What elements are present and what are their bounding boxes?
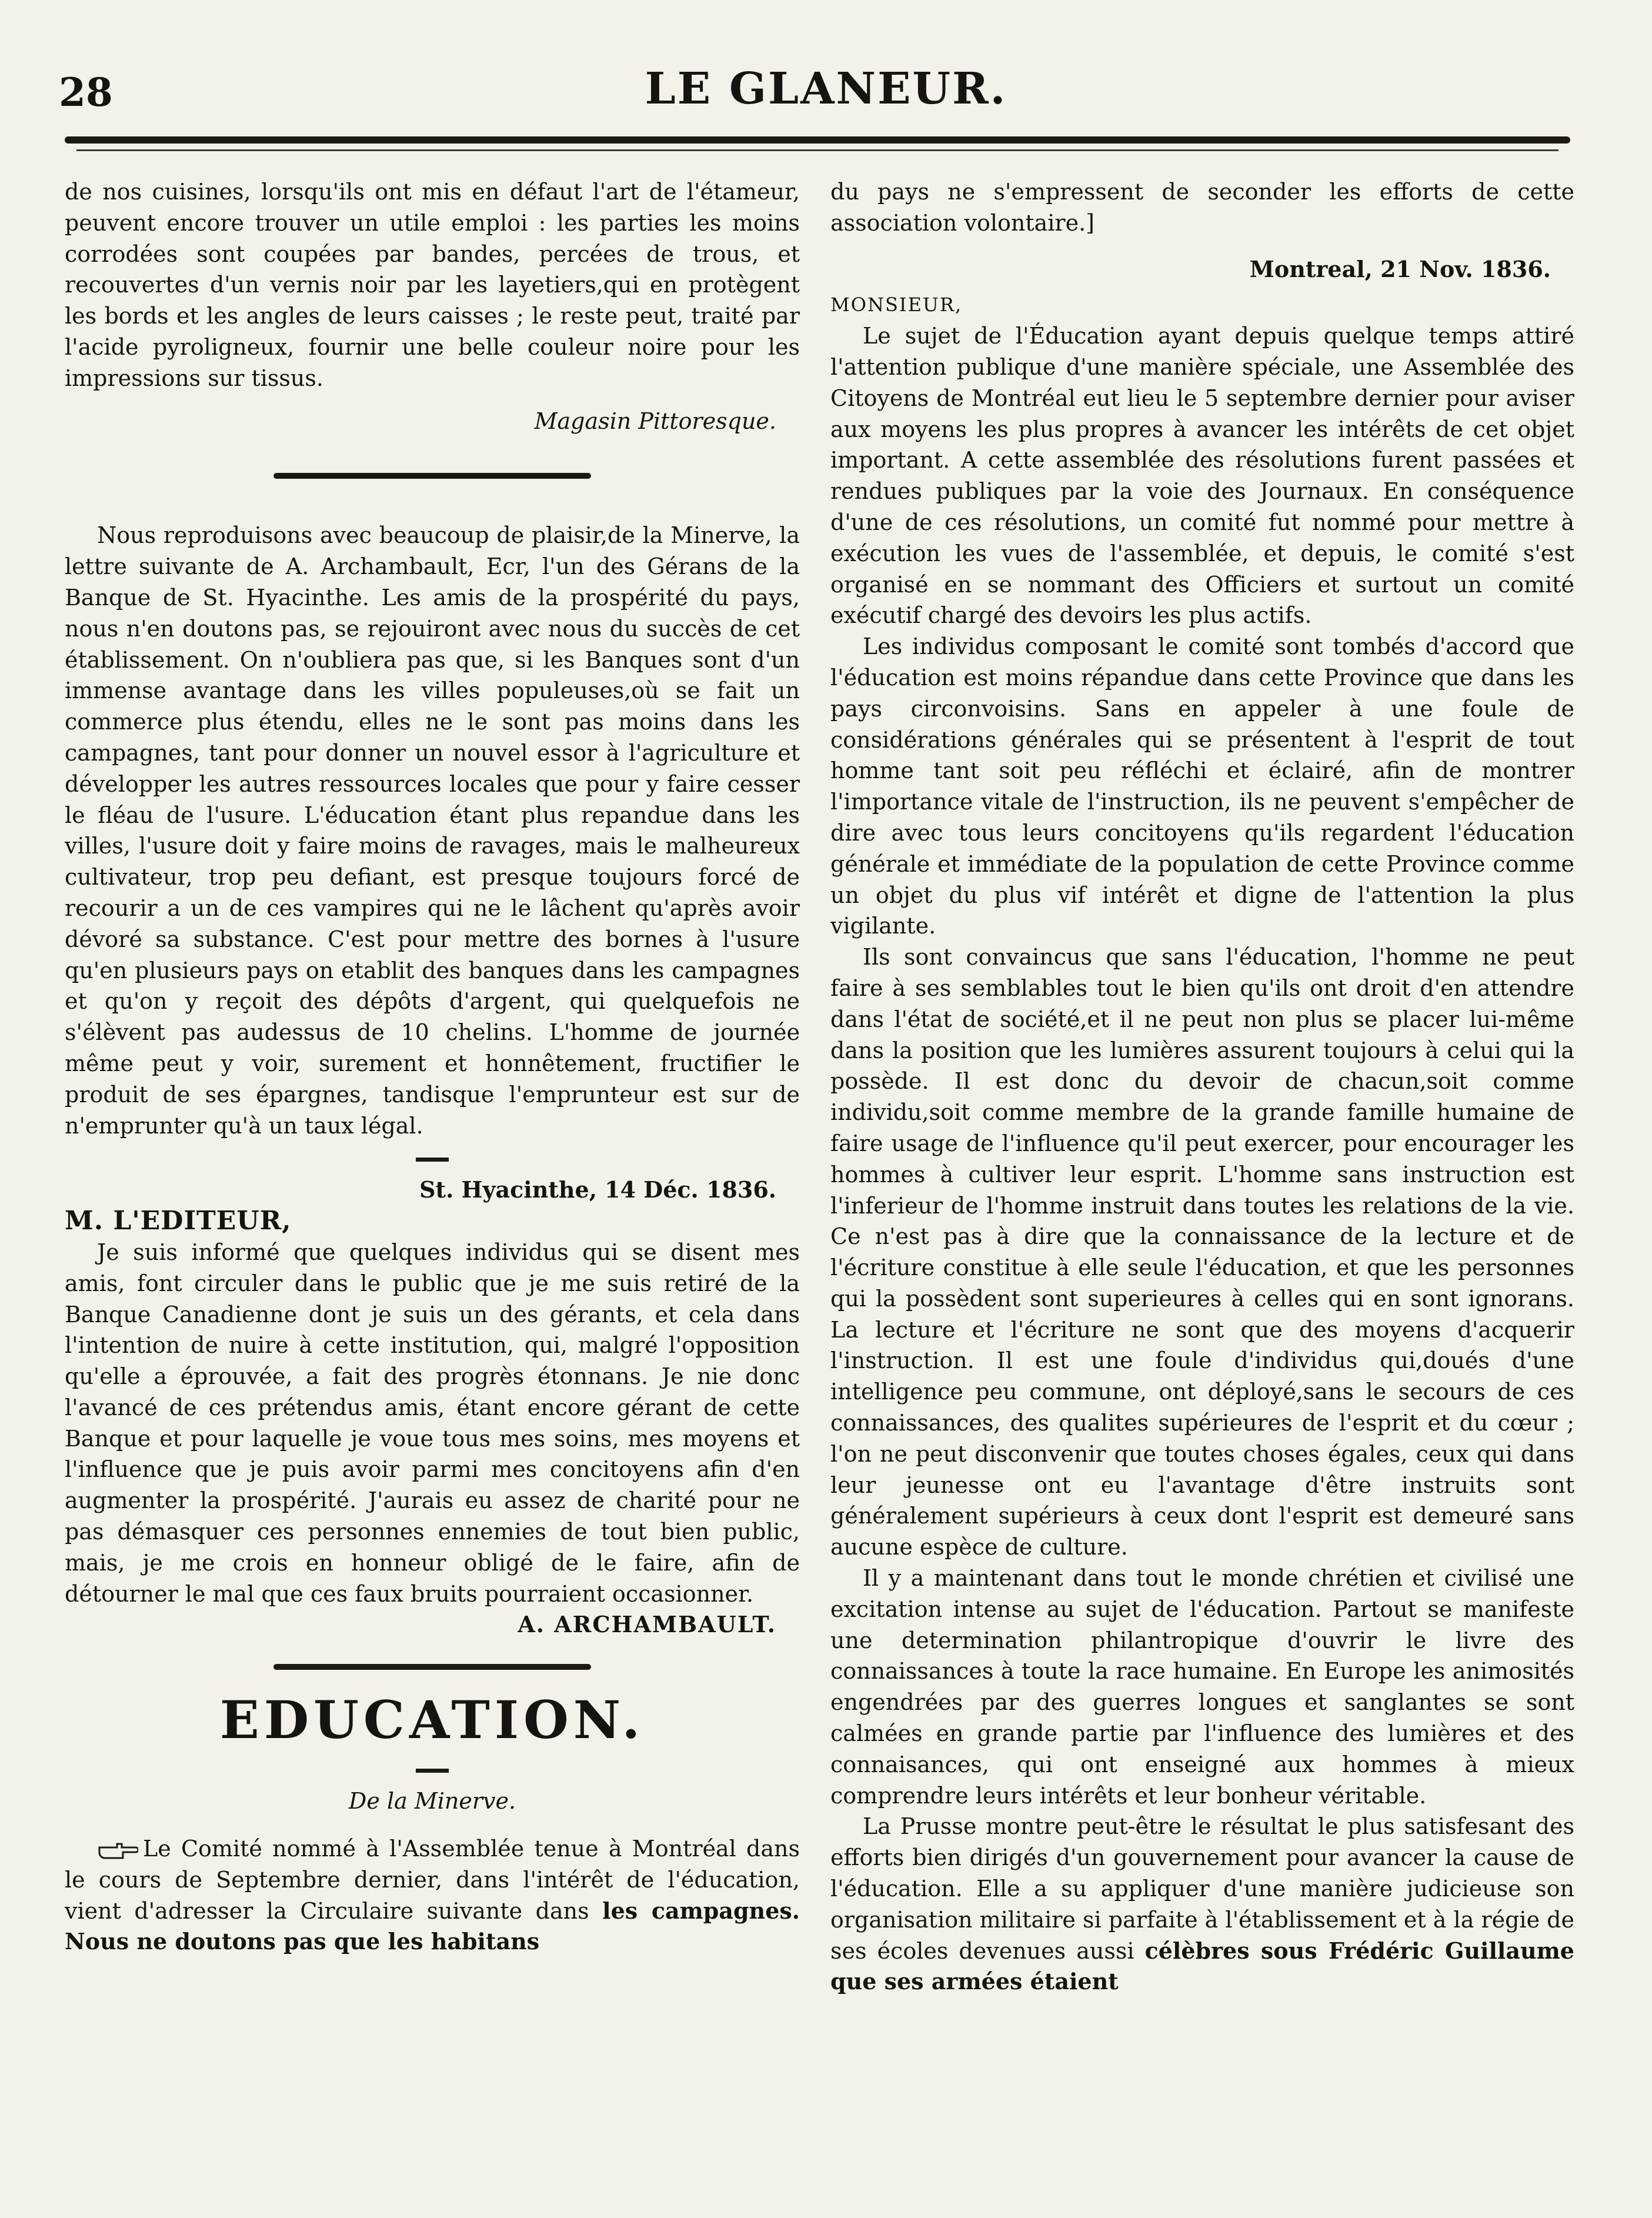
left-column: [65, 176, 800, 2176]
pointing-hand-icon: [97, 1840, 138, 1862]
right-paragraph-2: Les individus composant le comité sont tombés d'accord que l'éducation est moins répandue dans cette Province que dans les pays circonvoisins. Sans en appeler à une foule de considérations générales qui se présentent à l'esprit de tout homme tant soit peu réfléchi et éclairé, afin de montrer l'importance vitale de l'instruction, ils ne peuvent s'empêcher de dire avec tous leurs concitoyens qu'ils regardent l'éducation générale et immédiate de la population de cette Province comme un objet du plus vif intérêt et digne de l'attention la plus vigilante.: [830, 633, 1574, 939]
right-paragraph-3: Ils sont convaincus que sans l'éducation, l'homme ne peut faire à ses semblables tout le bien qu'ils ont droit d'en attendre dans l'état de société,et il ne peut non plus se placer lui-même dans la position que les lumières assurent toujours à celui qui la possède. Il est donc du devoir de chacun,soit comme individu,soit comme membre de la grande famille humaine de faire usage de l'influence qu'il peut exercer, pour encourager les hommes à cultiver leur esprit. L'homme sans instruction est l'inferieur de l'homme instruit dans toutes les relations de la vie. Ce n'est pas à dire que la connaissance de la lecture et de l'écriture constitue à elle seule l'éducation, et que les personnes qui la possèdent sont superieures à celles qui en sont ignorans. La lecture et l'écriture ne sont que des moyens d'acquerir l'instruction. Il est une foule d'individus qui,doués d'une intelligence peu commune, ont déployé,sans le secours de ces connaissances, des qualites supérieures de l'esprit et du cœur ; l'on ne peut disconvenir que toutes choses égales, ceux qui dans leur jeunesse ont eu l'avantage d'être instruits sont généralement supérieurs à ceux dont l'esprit est demeuré sans aucune espèce de culture.: [830, 944, 1574, 1560]
left-attribution: Magasin Pittoresque.: [534, 408, 776, 434]
right-dateline: Montreal, 21 Nov. 1836.: [1249, 255, 1551, 282]
left-paragraph-4: Le Comité nommé à l'Assemblée tenue à Montréal dans le cours de Septembre dernier, dans l'intérêt de l'éducation, vient d'adresser la Circulaire suivante dans les campagnes. Nous ne doutons pas que les habitans: [65, 1836, 800, 1955]
right-paragraph-1: Le sujet de l'Éducation ayant depuis quelque temps attiré l'attention publique d'une manière spéciale, une Assemblée des Citoyens de Montréal eut lieu le 5 septembre dernier pour aviser aux moyens les plus propres à avancer les intérêts de cet objet important. A cette assemblée des résolutions furent passées et rendues publiques par la voie des Journaux. En conséquence d'une de ces résolutions, un comité fut nommé pour mettre à exécution les vues de l'assemblée, et depuis, le comité s'est organisé en se nommant des Officiers et surtout un comité exécutif chargé des devoirs les plus actifs.: [830, 323, 1574, 629]
section-subhead: De la Minerve.: [348, 1788, 516, 1815]
section-divider: [273, 1664, 591, 1670]
short-dash-divider: [416, 1769, 449, 1773]
header-rule: [65, 136, 1570, 144]
left-paragraph-4-end: les campagnes. Nous ne doutons pas que les habitans: [65, 1897, 800, 1955]
page-number: 28: [59, 69, 113, 115]
right-paragraph-0: du pays ne s'empressent de seconder les efforts de cette association volontaire.]: [830, 179, 1574, 236]
right-column: [830, 176, 1574, 2176]
masthead-title: LE GLANEUR.: [645, 64, 1007, 114]
right-salutation: MONSIEUR,: [830, 293, 963, 316]
left-paragraph-1: de nos cuisines, lorsqu'ils ont mis en défaut l'art de l'étameur, peuvent encore trouver un utile emploi : les parties les moins corrodées sont coupées par bandes, percées de trous, et recouvertes d'un vernis noir par les layetiers,qui en protègent les bords et les angles de leurs caisses ; le reste peut, traité par l'acide pyroligneux, fournir une belle couleur noire pour les impressions sur tissus.: [65, 179, 800, 391]
short-dash-divider: [416, 1158, 449, 1162]
section-title: EDUCATION.: [219, 1689, 645, 1751]
header-rule-thin: [76, 149, 1558, 151]
left-signature: A. ARCHAMBAULT.: [518, 1611, 776, 1638]
right-paragraph-4: Il y a maintenant dans tout le monde chrétien et civilisé une excitation intense au sujet de l'éducation. Partout se manifeste une determination philantropique d'ouvrir le livre des connaissances à toute la race humaine. En Europe les animosités engendrées par des guerres longues et sanglantes se sont calmées en grande partie par l'influence des lumières et des connaisances, qui ont enseigné aux hommes à mieux comprendre leurs intérêts et leur bonheur véritable.: [830, 1565, 1574, 1809]
right-paragraph-5-end: célèbres sous Frédéric Guillaume que ses armées étaient: [830, 1937, 1574, 1995]
left-dateline: St. Hyacinthe, 14 Déc. 1836.: [419, 1176, 776, 1203]
left-salutation: M. L'EDITEUR,: [65, 1206, 292, 1236]
section-divider: [273, 473, 591, 479]
right-paragraph-5: La Prusse montre peut-être le résultat le plus satisfesant des efforts bien dirigés d'un gouvernement pour avancer la cause de l'éducation. Elle a su appliquer d'une manière judicieuse son organisation militaire si parfaite à l'établissement et à la régie de ses écoles devenues aussi célèbres sous Frédéric Guillaume que ses armées étaient: [830, 1813, 1574, 1995]
left-paragraph-3: Je suis informé que quelques individus qui se disent mes amis, font circuler dans le public que je me suis retiré de la Banque Canadienne dont je suis un des gérants, et cela dans l'intention de nuire à cette institution, qui, malgré l'opposition qu'elle a éprouvée, a fait des progrès étonnans. Je nie donc l'avancé de ces prétendus amis, étant encore gérant de cette Banque et pour laquelle je voue tous mes soins, mes moyens et l'influence que je puis avoir parmi mes concitoyens afin d'en augmenter la prospérité. J'aurais eu assez de charité pour ne pas démasquer ces personnes ennemies de tout bien public, mais, je me crois en honneur obligé de le faire, afin de détourner le mal que ces faux bruits pourraient occasionner.: [65, 1239, 800, 1607]
left-paragraph-2: Nous reproduisons avec beaucoup de plaisir,de la Minerve, la lettre suivante de A. Archambault, Ecr, l'un des Gérans de la Banque de St. Hyacinthe. Les amis de la prospérité du pays, nous n'en doutons pas, se rejouiront avec nous du succès de cet établissement. On n'oubliera pas que, si les Banques sont d'un immense avantage dans les villes populeuses,où se fait un commerce plus étendu, elles ne le sont pas moins dans les campagnes, tant pour donner un nouvel essor à l'agriculture et développer les autres ressources locales que pour y faire cesser le fléau de l'usure. L'éducation étant plus repandue dans les villes, l'usure doit y faire moins de ravages, mais le malheureux cultivateur, trop peu defiant, est presque toujours forcé de recourir a un de ces vampires qui ne le lâchent qu'après avoir dévoré sa substance. C'est pour mettre des bornes à l'usure qu'en plusieurs pays on etablit des banques dans les campagnes et qu'on y reçoit des dépôts d'argent, qui quelquefois ne s'élèvent pas audessus de 10 chelins. L'homme de journée même peut y voir, surement et honnêtement, fructifier le produit de ses épargnes, tandisque l'emprunteur est sur de n'emprunter qu'à un taux légal.: [65, 522, 800, 1139]
